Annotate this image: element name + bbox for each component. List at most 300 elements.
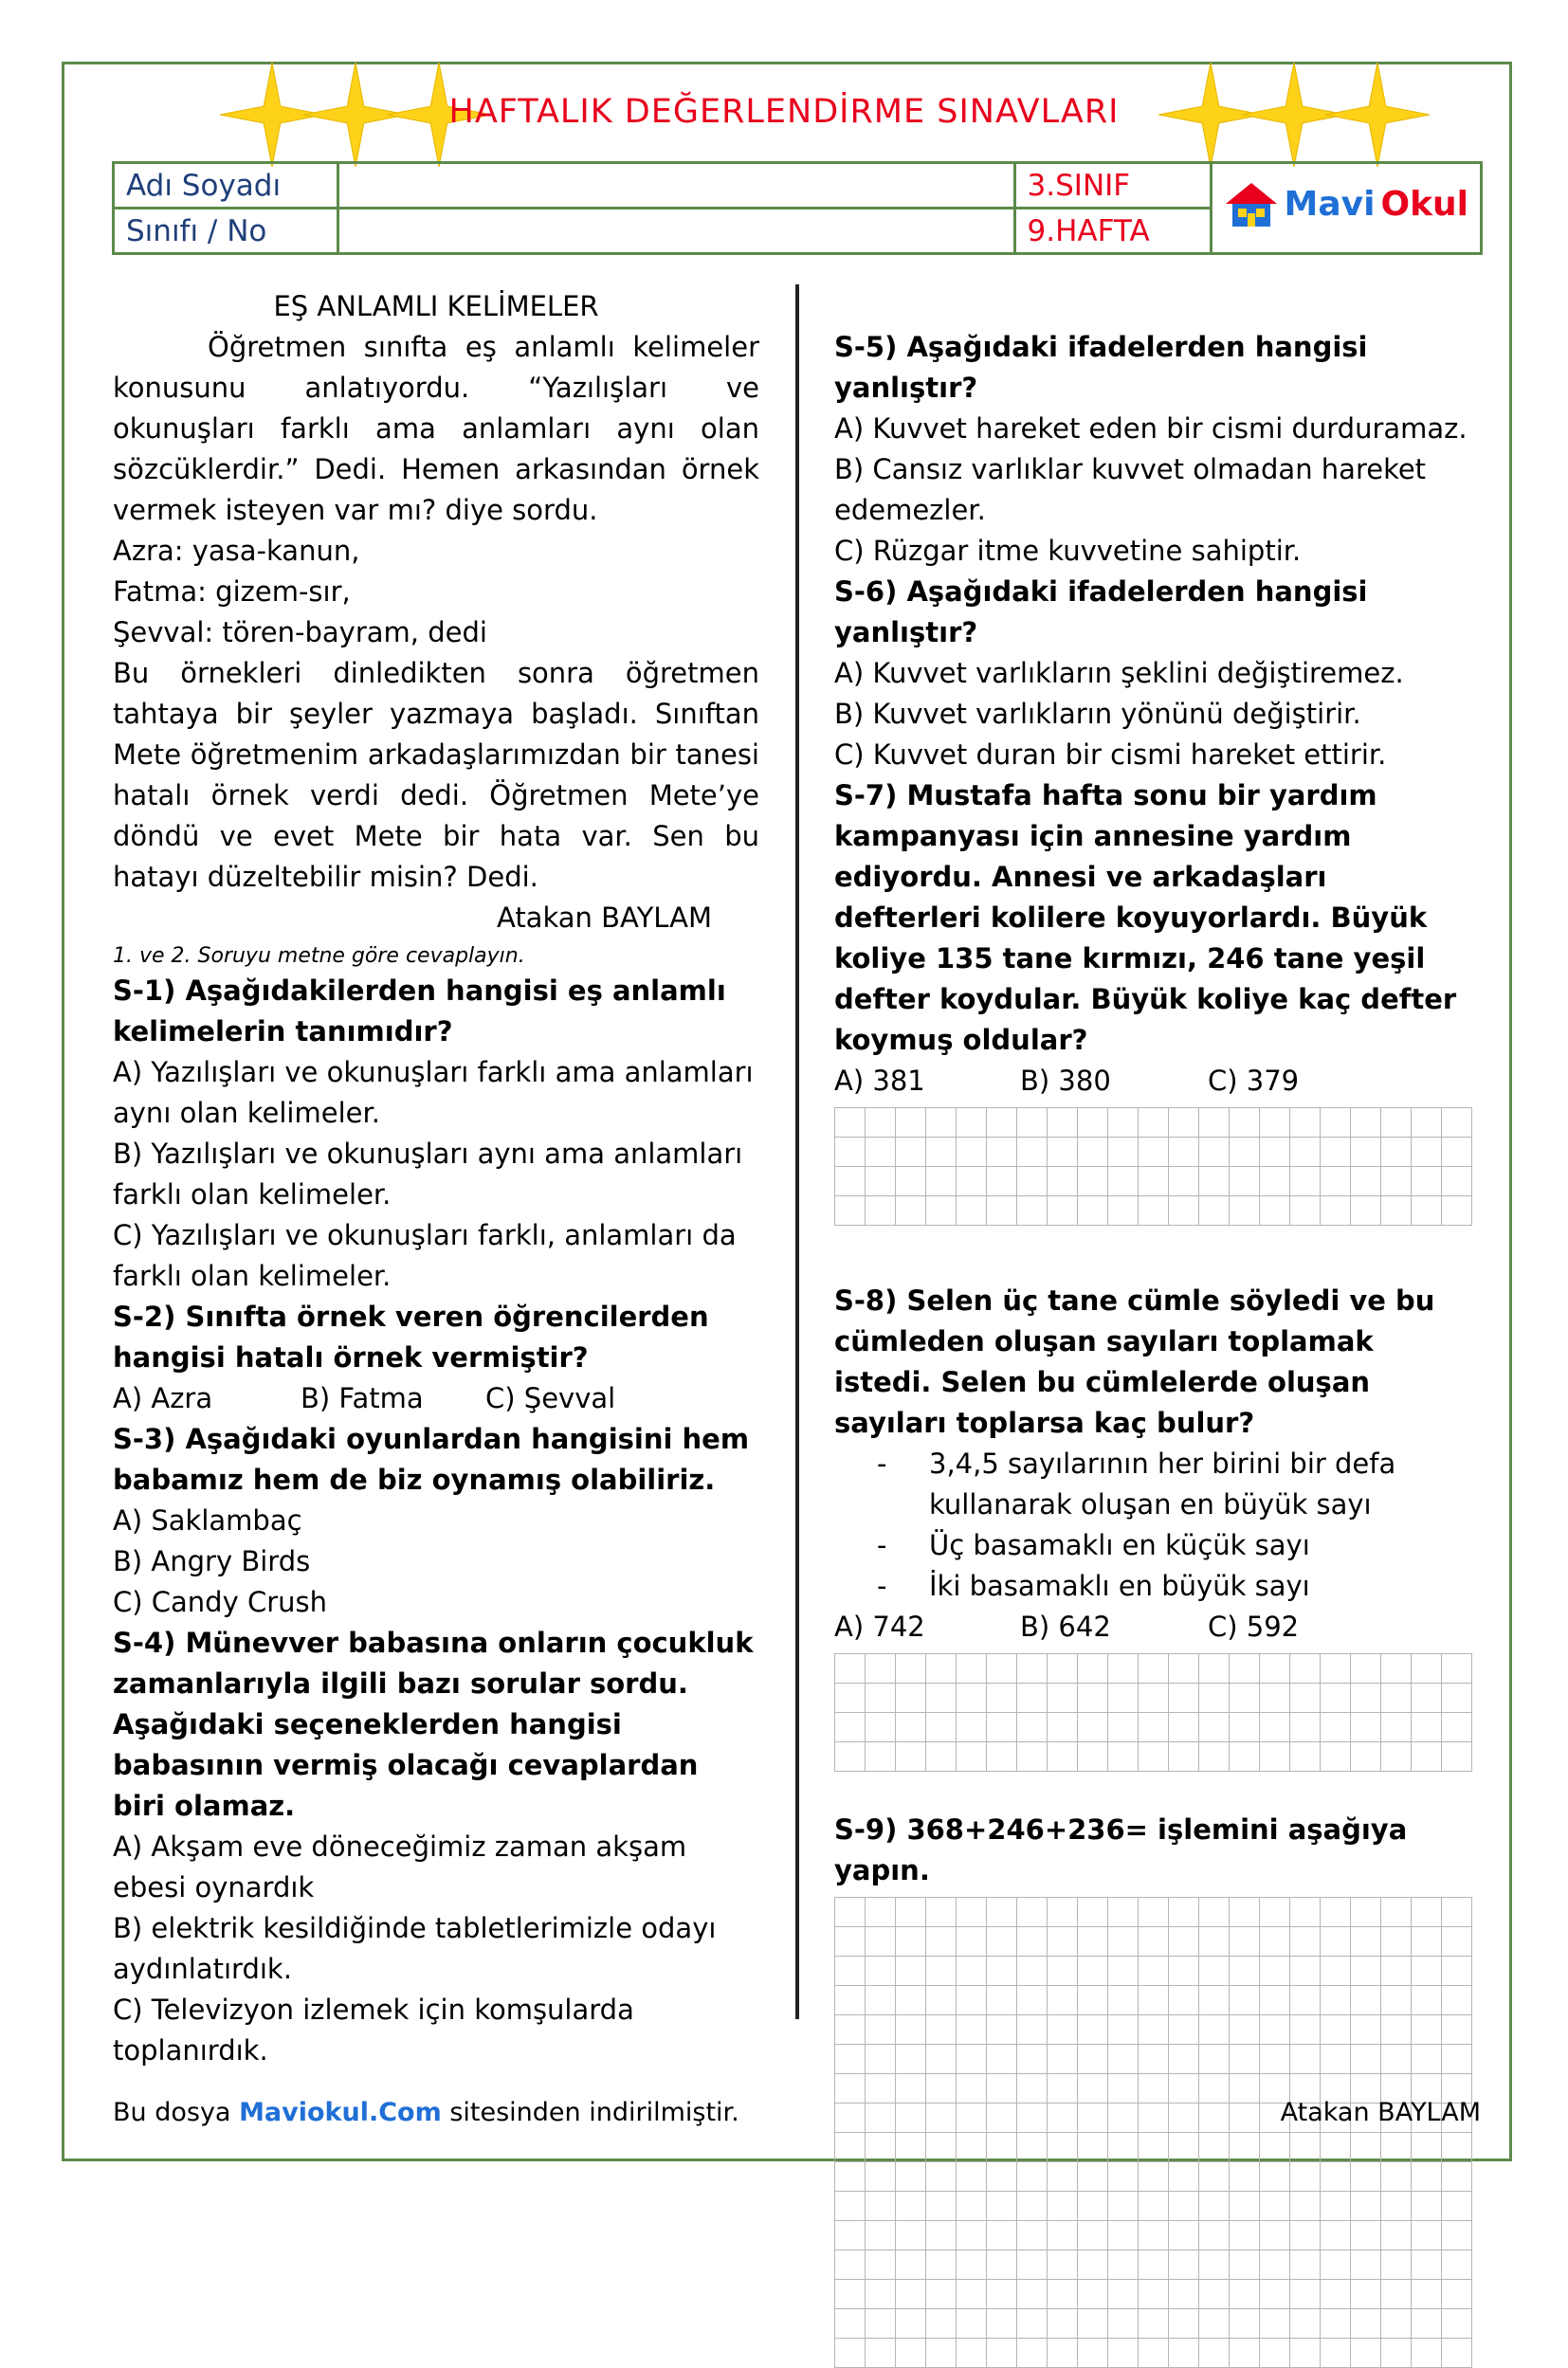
grid-cell bbox=[835, 1713, 866, 1742]
grid-cell bbox=[987, 2339, 1017, 2368]
grid-cell bbox=[1321, 1108, 1351, 1138]
grid-cell bbox=[1078, 1654, 1108, 1684]
grid-cell bbox=[957, 1654, 987, 1684]
answer-option[interactable]: A) Yazılışları ve okunuşları farklı ama anlamları aynı olan kelimeler. bbox=[113, 1056, 754, 1129]
grid-cell bbox=[896, 1927, 926, 1957]
grid-cell bbox=[1078, 2104, 1108, 2133]
grid-cell bbox=[957, 1742, 987, 1772]
grid-cell bbox=[926, 2250, 957, 2280]
grid-cell bbox=[1230, 1927, 1260, 1957]
grid-cell bbox=[1381, 2045, 1412, 2074]
grid-cell bbox=[835, 1957, 866, 1986]
grid-cell bbox=[835, 2192, 866, 2221]
grid-cell bbox=[1169, 2280, 1199, 2309]
grid-cell bbox=[1108, 1742, 1139, 1772]
grid-cell bbox=[1108, 2074, 1139, 2104]
grid-cell bbox=[1442, 2280, 1472, 2309]
grid-cell bbox=[1412, 1713, 1442, 1742]
footer-link[interactable]: Maviokul.Com bbox=[239, 2098, 442, 2127]
grid-cell bbox=[1108, 2221, 1139, 2250]
story-line: Azra: yasa-kanun, bbox=[113, 535, 360, 567]
grid-cell bbox=[1169, 2133, 1199, 2162]
grid-cell bbox=[987, 1957, 1017, 1986]
grid-cell bbox=[987, 2309, 1017, 2339]
grid-cell bbox=[1290, 1167, 1321, 1196]
grid-cell bbox=[1351, 1654, 1381, 1684]
grid-cell bbox=[987, 1684, 1017, 1713]
grid-cell bbox=[1412, 1742, 1442, 1772]
bullet-text: 3,4,5 sayılarının her birini bir defa kullanarak oluşan en büyük sayı bbox=[929, 1448, 1396, 1521]
section-heading: EŞ ANLAMLI KELİMELER bbox=[273, 290, 599, 322]
grid-cell bbox=[1412, 2162, 1442, 2192]
grid-cell bbox=[835, 1167, 866, 1196]
grid-cell bbox=[1230, 1898, 1260, 1927]
grid-cell bbox=[1230, 1138, 1260, 1167]
grid-cell bbox=[987, 1196, 1017, 1226]
grid-cell bbox=[1412, 2045, 1442, 2074]
grid-cell bbox=[866, 2045, 896, 2074]
grid-cell bbox=[987, 1898, 1017, 1927]
grid-cell bbox=[926, 1654, 957, 1684]
grid-cell bbox=[1230, 1957, 1260, 1986]
logo-text-mavi: Mavi bbox=[1284, 185, 1376, 224]
grid-cell bbox=[957, 2133, 987, 2162]
grid-cell bbox=[1139, 2104, 1169, 2133]
grid-cell bbox=[1048, 1684, 1078, 1713]
grid-cell bbox=[1381, 2133, 1412, 2162]
grid-cell bbox=[1381, 2162, 1412, 2192]
grid-cell bbox=[1412, 2250, 1442, 2280]
grid-cell bbox=[1442, 1986, 1472, 2015]
grid-cell bbox=[1442, 1742, 1472, 1772]
grid-cell bbox=[1199, 2221, 1230, 2250]
grid-cell bbox=[1048, 2133, 1078, 2162]
grid-cell bbox=[1351, 2015, 1381, 2045]
left-column bbox=[113, 286, 759, 2071]
grid-cell bbox=[1139, 2221, 1169, 2250]
grid-cell bbox=[1108, 1138, 1139, 1167]
answer-option[interactable]: B) 380 bbox=[1020, 1065, 1111, 1097]
grid-cell bbox=[1260, 2133, 1290, 2162]
grid-cell bbox=[1260, 2250, 1290, 2280]
grid-cell bbox=[1139, 2015, 1169, 2045]
answer-option[interactable]: C) 379 bbox=[1208, 1065, 1300, 1097]
story-author: Atakan BAYLAM bbox=[496, 902, 712, 934]
grid-cell bbox=[835, 2104, 866, 2133]
grid-cell bbox=[987, 2250, 1017, 2280]
grid-cell bbox=[866, 2280, 896, 2309]
grid-cell bbox=[1078, 2221, 1108, 2250]
question-5: S-5) Aşağıdaki ifadelerden hangisi yanlıştır? bbox=[834, 331, 1368, 404]
answer-option[interactable]: B) Angry Birds bbox=[113, 1545, 311, 1577]
answer-option[interactable]: C) Candy Crush bbox=[113, 1586, 328, 1618]
grid-cell bbox=[1260, 2045, 1290, 2074]
grid-cell bbox=[1412, 1196, 1442, 1226]
grid-cell bbox=[987, 2280, 1017, 2309]
grid-cell bbox=[896, 2133, 926, 2162]
grid-cell bbox=[1290, 2133, 1321, 2162]
name-label: Adı Soyadı bbox=[114, 163, 338, 209]
grid-cell bbox=[866, 1654, 896, 1684]
grid-cell bbox=[1321, 1196, 1351, 1226]
answer-option[interactable]: A) Kuvvet hareket eden bir cismi durduramaz. bbox=[834, 412, 1468, 445]
grid-cell bbox=[1169, 2104, 1199, 2133]
grid-cell bbox=[835, 1138, 866, 1167]
grid-cell bbox=[1017, 1986, 1048, 2015]
grid-cell bbox=[926, 1684, 957, 1713]
grid-cell bbox=[1381, 2339, 1412, 2368]
grid-cell bbox=[1412, 1927, 1442, 1957]
bullet-dash: - bbox=[877, 1448, 887, 1480]
grid-cell bbox=[1017, 1927, 1048, 1957]
grid-cell bbox=[1048, 1927, 1078, 1957]
grid-cell bbox=[1078, 2309, 1108, 2339]
grid-cell bbox=[896, 1742, 926, 1772]
grid-cell bbox=[1230, 2309, 1260, 2339]
grid-cell bbox=[835, 2015, 866, 2045]
answer-option[interactable]: A) Kuvvet varlıkların şeklini değiştiremez. bbox=[834, 657, 1404, 689]
grid-cell bbox=[1078, 2162, 1108, 2192]
answer-option[interactable]: C) Yazılışları ve okunuşları farklı, anlamları da farklı olan kelimeler. bbox=[113, 1219, 737, 1292]
work-grid[interactable] bbox=[834, 1653, 1472, 1772]
grid-cell bbox=[1290, 1108, 1321, 1138]
grid-cell bbox=[1321, 1713, 1351, 1742]
grid-cell bbox=[1078, 1957, 1108, 1986]
bullet-item bbox=[834, 1444, 1479, 1525]
grid-cell bbox=[1108, 2192, 1139, 2221]
grid-cell bbox=[1260, 2221, 1290, 2250]
grid-cell bbox=[1078, 1742, 1108, 1772]
grid-cell bbox=[1442, 2192, 1472, 2221]
grid-cell bbox=[1442, 1957, 1472, 1986]
grid-cell bbox=[1169, 1927, 1199, 1957]
grid-cell bbox=[1169, 1713, 1199, 1742]
grid-cell bbox=[1412, 2015, 1442, 2045]
grid-cell bbox=[1290, 1684, 1321, 1713]
grid-cell bbox=[1139, 2339, 1169, 2368]
grid-cell bbox=[1442, 2309, 1472, 2339]
grid-cell bbox=[866, 1927, 896, 1957]
grid-cell bbox=[1260, 1684, 1290, 1713]
grid-cell bbox=[926, 2339, 957, 2368]
grid-cell bbox=[926, 2133, 957, 2162]
grid-cell bbox=[896, 1713, 926, 1742]
bullet-item bbox=[834, 1525, 1479, 1566]
grid-cell bbox=[1017, 2045, 1048, 2074]
grid-cell bbox=[1230, 1713, 1260, 1742]
question-4: S-4) Münevver babasına onların çocukluk zamanlarıyla ilgili bazı sorular sordu. Aşağıdaki seçeneklerden hangisi babasının vermiş olacağı cevaplardan biri olamaz. bbox=[113, 1627, 754, 1822]
answer-option[interactable]: C) Rüzgar itme kuvvetine sahiptir. bbox=[834, 535, 1302, 567]
grid-cell bbox=[1017, 1957, 1048, 1986]
answer-option[interactable]: C) Kuvvet duran bir cismi hareket ettirir. bbox=[834, 738, 1387, 771]
grid-cell bbox=[1442, 2045, 1472, 2074]
answer-option[interactable]: A) Saklambaç bbox=[113, 1504, 302, 1537]
grid-cell bbox=[1230, 2280, 1260, 2309]
grid-cell bbox=[1048, 2104, 1078, 2133]
grid-cell bbox=[1048, 2250, 1078, 2280]
grid-cell bbox=[866, 1108, 896, 1138]
grid-cell bbox=[1412, 2133, 1442, 2162]
grid-cell bbox=[1017, 2074, 1048, 2104]
grid-cell bbox=[1048, 1108, 1078, 1138]
grid-cell bbox=[1442, 1654, 1472, 1684]
question-9: S-9) 368+246+236= işlemini aşağıya yapın. bbox=[834, 1813, 1408, 1886]
grid-cell bbox=[866, 1742, 896, 1772]
grid-cell bbox=[1412, 1108, 1442, 1138]
grid-cell bbox=[866, 2162, 896, 2192]
grid-cell bbox=[1230, 2104, 1260, 2133]
grid-cell bbox=[957, 1927, 987, 1957]
grid-cell bbox=[987, 2221, 1017, 2250]
grid-cell bbox=[866, 2074, 896, 2104]
grid-cell bbox=[1351, 1742, 1381, 1772]
grid-cell bbox=[1169, 2250, 1199, 2280]
grid-cell bbox=[1078, 1167, 1108, 1196]
answer-option[interactable]: C) Televizyon izlemek için komşularda toplanırdık. bbox=[113, 1994, 634, 2067]
grid-cell bbox=[1017, 2162, 1048, 2192]
grid-cell bbox=[987, 1713, 1017, 1742]
grid-cell bbox=[835, 1654, 866, 1684]
grid-cell bbox=[1321, 2339, 1351, 2368]
grid-cell bbox=[1442, 1167, 1472, 1196]
answer-option[interactable]: A) Akşam eve döneceğimiz zaman akşam ebesi oynardık bbox=[113, 1831, 687, 1904]
grid-cell bbox=[1108, 2015, 1139, 2045]
grid-cell bbox=[1017, 2015, 1048, 2045]
grid-cell bbox=[987, 1108, 1017, 1138]
grid-cell bbox=[957, 2221, 987, 2250]
grid-cell bbox=[1230, 2250, 1260, 2280]
name-field[interactable] bbox=[338, 163, 1015, 209]
grid-cell bbox=[1260, 2280, 1290, 2309]
grid-cell bbox=[1048, 1713, 1078, 1742]
grid-cell bbox=[1351, 1167, 1381, 1196]
grid-cell bbox=[1199, 1654, 1230, 1684]
grid-cell bbox=[1108, 2280, 1139, 2309]
grid-cell bbox=[835, 2045, 866, 2074]
grid-cell bbox=[1108, 1684, 1139, 1713]
grid-cell bbox=[1442, 2015, 1472, 2045]
answer-option[interactable]: B) Fatma bbox=[301, 1382, 424, 1414]
grid-cell bbox=[1230, 1196, 1260, 1226]
grid-cell bbox=[1381, 1108, 1412, 1138]
grid-cell bbox=[1230, 2015, 1260, 2045]
grid-cell bbox=[1290, 1927, 1321, 1957]
grid-cell bbox=[896, 1898, 926, 1927]
grid-cell bbox=[1108, 1167, 1139, 1196]
grid-cell bbox=[1321, 2280, 1351, 2309]
grid-cell bbox=[1199, 1108, 1230, 1138]
grid-cell bbox=[1108, 1108, 1139, 1138]
grid-cell bbox=[1230, 1986, 1260, 2015]
grid-cell bbox=[1442, 2162, 1472, 2192]
grid-cell bbox=[896, 1654, 926, 1684]
work-grid[interactable] bbox=[834, 1897, 1472, 2368]
grid-cell bbox=[1139, 2074, 1169, 2104]
grid-cell bbox=[1139, 2045, 1169, 2074]
grid-cell bbox=[987, 2104, 1017, 2133]
answer-option[interactable]: C) 592 bbox=[1208, 1611, 1300, 1643]
grid-cell bbox=[987, 1138, 1017, 1167]
grid-cell bbox=[1108, 1713, 1139, 1742]
grid-cell bbox=[1017, 2192, 1048, 2221]
grid-cell bbox=[1078, 2339, 1108, 2368]
grid-cell bbox=[1260, 1167, 1290, 1196]
grid-cell bbox=[1351, 2045, 1381, 2074]
grid-cell bbox=[1048, 1742, 1078, 1772]
grid-cell bbox=[926, 1713, 957, 1742]
grid-cell bbox=[1199, 1742, 1230, 1772]
grid-cell bbox=[866, 1196, 896, 1226]
grid-cell bbox=[1139, 1108, 1169, 1138]
grid-cell bbox=[1017, 2339, 1048, 2368]
answer-option[interactable]: A) Azra bbox=[113, 1382, 213, 1414]
grid-cell bbox=[1381, 2221, 1412, 2250]
grid-cell bbox=[1199, 2192, 1230, 2221]
grid-cell bbox=[1351, 1927, 1381, 1957]
grid-cell bbox=[1108, 2045, 1139, 2074]
grid-cell bbox=[1381, 1927, 1412, 1957]
answer-option[interactable]: B) 642 bbox=[1020, 1611, 1111, 1643]
grid-cell bbox=[1169, 2074, 1199, 2104]
story-paragraph: Bu örnekleri dinledikten sonra öğretmen tahtaya bir şeyler yazmaya başladı. Sınıftan Mete öğretmenim arkadaşlarımızdan bir tanesi hatalı örnek verdi dedi. Öğretmen Mete’ye döndü ve evet Mete bir hata var. Sen bu hatayı düzeltebilir misin? Dedi. bbox=[113, 657, 759, 893]
grid-cell bbox=[896, 1108, 926, 1138]
grid-cell bbox=[1078, 1927, 1108, 1957]
grid-cell bbox=[1351, 1138, 1381, 1167]
grid-cell bbox=[957, 1986, 987, 2015]
grid-cell bbox=[835, 2162, 866, 2192]
class-label: Sınıfı / No bbox=[114, 209, 338, 254]
grid-cell bbox=[1078, 2280, 1108, 2309]
grid-cell bbox=[1412, 2221, 1442, 2250]
grid-cell bbox=[1017, 1713, 1048, 1742]
grid-cell bbox=[987, 1167, 1017, 1196]
logo-cell bbox=[1211, 163, 1481, 254]
grid-cell bbox=[1321, 1684, 1351, 1713]
grid-cell bbox=[957, 1957, 987, 1986]
right-column bbox=[834, 327, 1479, 2368]
class-field[interactable] bbox=[338, 209, 1015, 254]
question-1: S-1) Aşağıdakilerden hangisi eş anlamlı kelimelerin tanımıdır? bbox=[113, 975, 726, 1047]
grid-cell bbox=[1048, 2339, 1078, 2368]
answer-option[interactable]: B) Yazılışları ve okunuşları aynı ama anlamları farklı olan kelimeler. bbox=[113, 1138, 743, 1211]
grid-cell bbox=[926, 2074, 957, 2104]
grid-cell bbox=[866, 2221, 896, 2250]
grid-cell bbox=[1351, 2221, 1381, 2250]
grid-cell bbox=[1290, 2192, 1321, 2221]
grid-cell bbox=[1230, 1654, 1260, 1684]
answer-option[interactable]: C) Şevval bbox=[485, 1382, 616, 1414]
grid-cell bbox=[1290, 2015, 1321, 2045]
grid-cell bbox=[1199, 2250, 1230, 2280]
grid-cell bbox=[1199, 1986, 1230, 2015]
answer-option[interactable]: B) Cansız varlıklar kuvvet olmadan hareket edemezler. bbox=[834, 453, 1427, 526]
grid-cell bbox=[1412, 2192, 1442, 2221]
grid-cell bbox=[1321, 2309, 1351, 2339]
grid-cell bbox=[835, 1684, 866, 1713]
grid-cell bbox=[1017, 1167, 1048, 1196]
grid-cell bbox=[987, 2133, 1017, 2162]
grid-cell bbox=[1351, 2339, 1381, 2368]
grid-cell bbox=[1260, 2015, 1290, 2045]
question-2: S-2) Sınıfta örnek veren öğrencilerden hangisi hatalı örnek vermiştir? bbox=[113, 1301, 709, 1374]
grid-cell bbox=[896, 1138, 926, 1167]
grid-cell bbox=[1108, 1927, 1139, 1957]
grid-cell bbox=[1321, 1957, 1351, 1986]
grid-cell bbox=[1078, 1986, 1108, 2015]
footer-author: Atakan BAYLAM bbox=[1280, 2098, 1481, 2127]
answer-option[interactable]: A) 742 bbox=[834, 1611, 925, 1643]
grid-cell bbox=[1321, 1927, 1351, 1957]
bullet-item bbox=[834, 1566, 1479, 1607]
question-6: S-6) Aşağıdaki ifadelerden hangisi yanlıştır? bbox=[834, 575, 1368, 648]
grid-cell bbox=[835, 2339, 866, 2368]
grid-cell bbox=[1108, 2133, 1139, 2162]
grid-cell bbox=[1169, 1684, 1199, 1713]
grid-cell bbox=[1139, 2309, 1169, 2339]
answer-option[interactable]: A) 381 bbox=[834, 1065, 925, 1097]
grid-cell bbox=[896, 2162, 926, 2192]
grid-cell bbox=[987, 2162, 1017, 2192]
grid-cell bbox=[1412, 1654, 1442, 1684]
grid-cell bbox=[1260, 1957, 1290, 1986]
week-label: 9.HAFTA bbox=[1014, 209, 1211, 254]
grid-cell bbox=[1381, 1986, 1412, 2015]
logo-text-okul: Okul bbox=[1380, 185, 1468, 224]
grid-cell bbox=[1199, 2280, 1230, 2309]
grid-cell bbox=[835, 1898, 866, 1927]
grid-cell bbox=[1169, 2015, 1199, 2045]
grid-cell bbox=[1108, 1957, 1139, 1986]
grid-cell bbox=[1412, 2280, 1442, 2309]
grid-cell bbox=[866, 1167, 896, 1196]
grid-cell bbox=[896, 2104, 926, 2133]
grid-cell bbox=[1199, 1957, 1230, 1986]
grid-cell bbox=[1048, 2192, 1078, 2221]
grid-cell bbox=[1260, 1898, 1290, 1927]
grid-cell bbox=[896, 2309, 926, 2339]
grid-cell bbox=[1139, 1196, 1169, 1226]
grid-cell bbox=[1381, 1713, 1412, 1742]
grid-cell bbox=[896, 2250, 926, 2280]
grid-cell bbox=[1199, 2045, 1230, 2074]
grid-cell bbox=[1230, 2045, 1260, 2074]
grid-cell bbox=[1381, 2250, 1412, 2280]
answer-option[interactable]: B) elektrik kesildiğinde tabletlerimizle odayı aydınlatırdık. bbox=[113, 1912, 717, 1985]
grid-cell bbox=[1412, 2339, 1442, 2368]
grid-cell bbox=[1260, 1138, 1290, 1167]
grid-cell bbox=[1351, 1108, 1381, 1138]
grid-cell bbox=[1351, 1684, 1381, 1713]
grid-cell bbox=[835, 2280, 866, 2309]
grid-cell bbox=[1139, 1167, 1169, 1196]
grid-cell bbox=[1017, 1654, 1048, 1684]
grid-cell bbox=[866, 2339, 896, 2368]
answer-option[interactable]: B) Kuvvet varlıkların yönünü değiştirir. bbox=[834, 698, 1361, 730]
work-grid[interactable] bbox=[834, 1107, 1472, 1226]
grid-cell bbox=[1108, 2309, 1139, 2339]
house-icon bbox=[1224, 181, 1279, 228]
grid-cell bbox=[866, 1713, 896, 1742]
grid-cell bbox=[1017, 2309, 1048, 2339]
grid-cell bbox=[957, 1196, 987, 1226]
grid-cell bbox=[926, 2162, 957, 2192]
grid-cell bbox=[866, 1898, 896, 1927]
grid-cell bbox=[1321, 2045, 1351, 2074]
grid-cell bbox=[1017, 2250, 1048, 2280]
grid-cell bbox=[987, 2192, 1017, 2221]
grid-cell bbox=[1108, 1986, 1139, 2015]
grid-cell bbox=[987, 2015, 1017, 2045]
